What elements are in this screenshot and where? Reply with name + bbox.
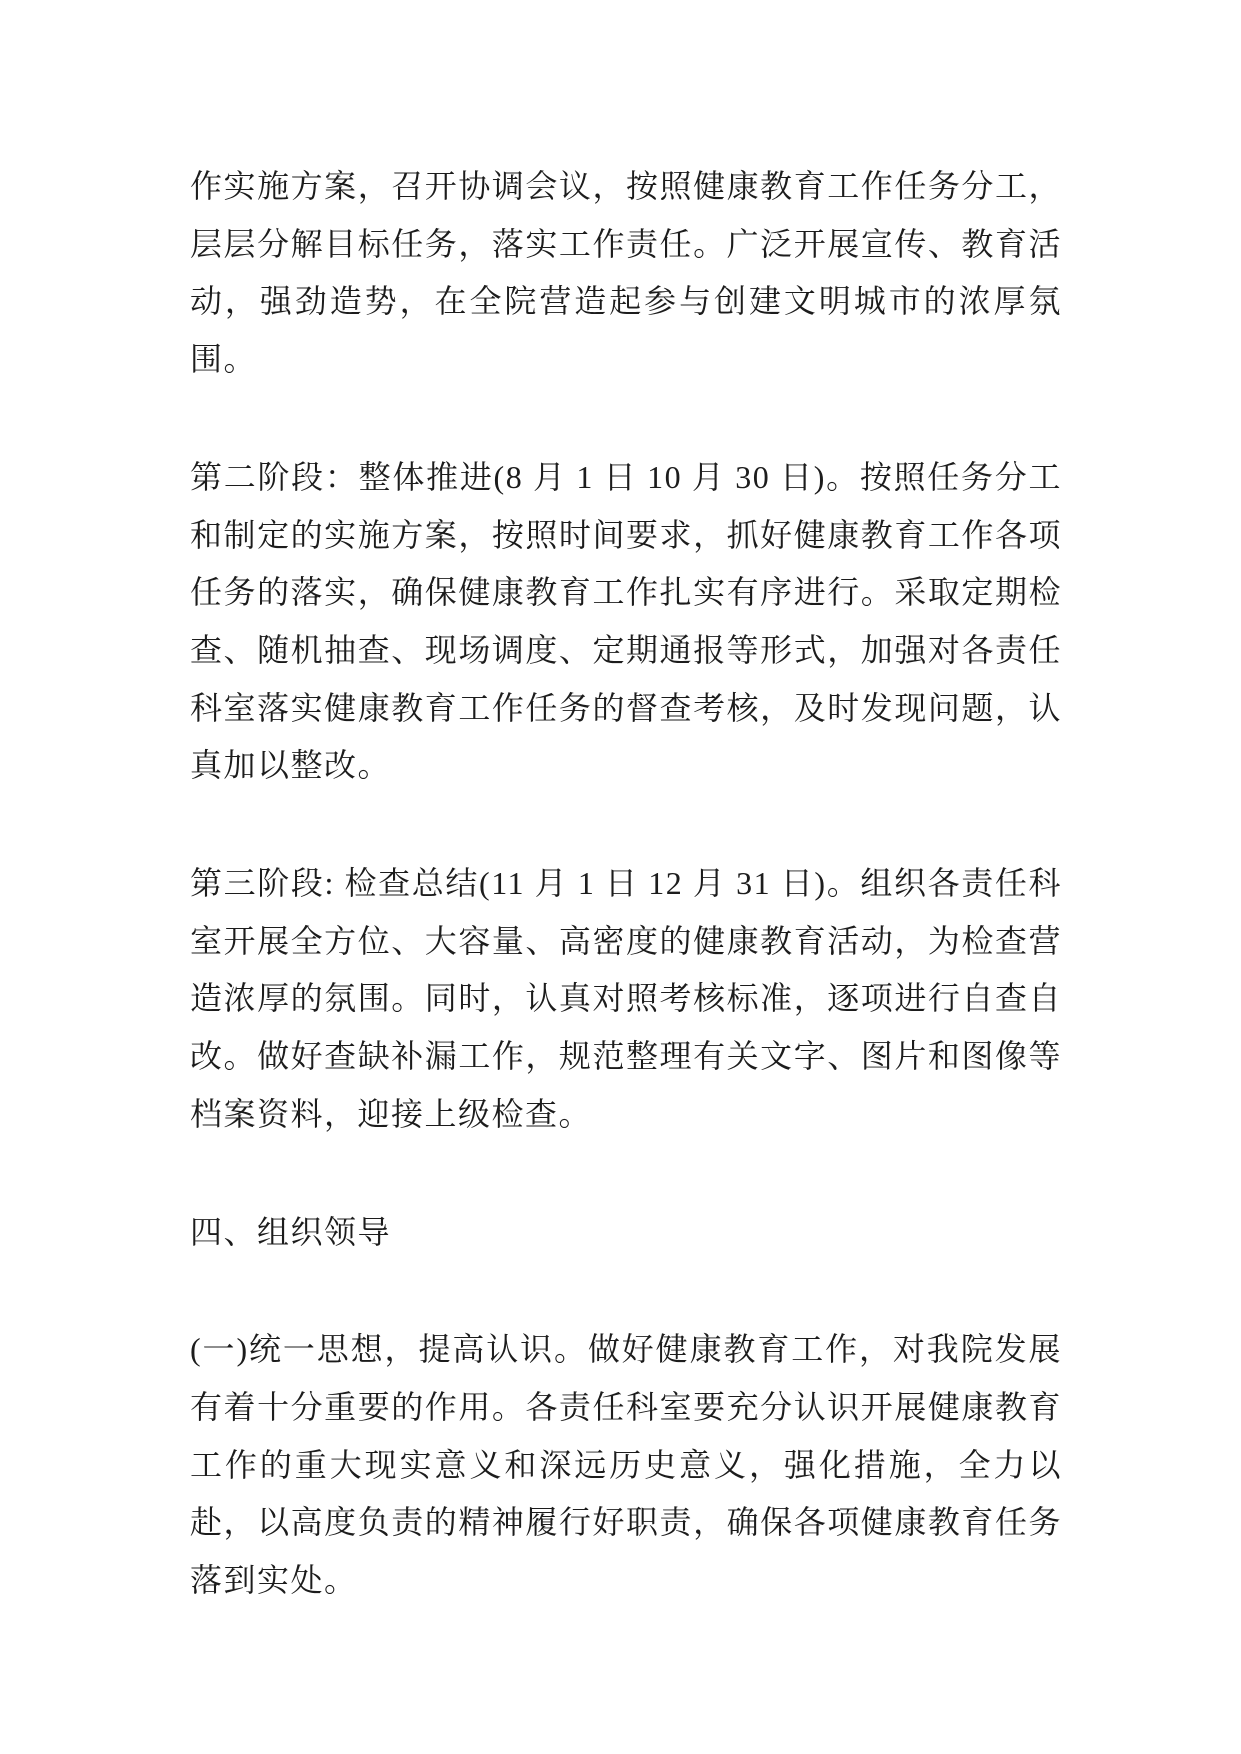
paragraph: 第二阶段：整体推进(8 月 1 日 10 月 30 日)。按照任务分工和制定的实施方案，按照时间要求，抓好健康教育工作各项任务的落实，确保健康教育工作扎实有序进行。采取定期检查、随机抽查、现场调度、定期通报等形式，加强对各责任科室落实健康教育工作任务的督查考核，及时发现问题，认真加以整改。: [190, 458, 1062, 784]
paragraph: 第三阶段: 检查总结(11 月 1 日 12 月 31 日)。组织各责任科室开展全方位、大容量、高密度的健康教育活动，为检查营造浓厚的氛围。同时，认真对照考核标准，逐项进行自查自改。做好查缺补漏工作，规范整理有关文字、图片和图像等档案资料，迎接上级检查。: [190, 865, 1062, 1132]
document-body: [190, 158, 1062, 1610]
paragraph: (一)统一思想，提高认识。做好健康教育工作，对我院发展有着十分重要的作用。各责任科室要充分认识开展健康教育工作的重大现实意义和深远历史意义，强化措施，全力以赴，以高度负责的精神履行好职责，确保各项健康教育任务落到实处。: [190, 1331, 1062, 1599]
section-heading: 四、组织领导: [190, 1213, 392, 1250]
paragraph: 作实施方案，召开协调会议，按照健康教育工作任务分工，层层分解目标任务，落实工作责任。广泛开展宣传、教育活动，强劲造势，在全院营造起参与创建文明城市的浓厚氛围。: [190, 168, 1062, 378]
